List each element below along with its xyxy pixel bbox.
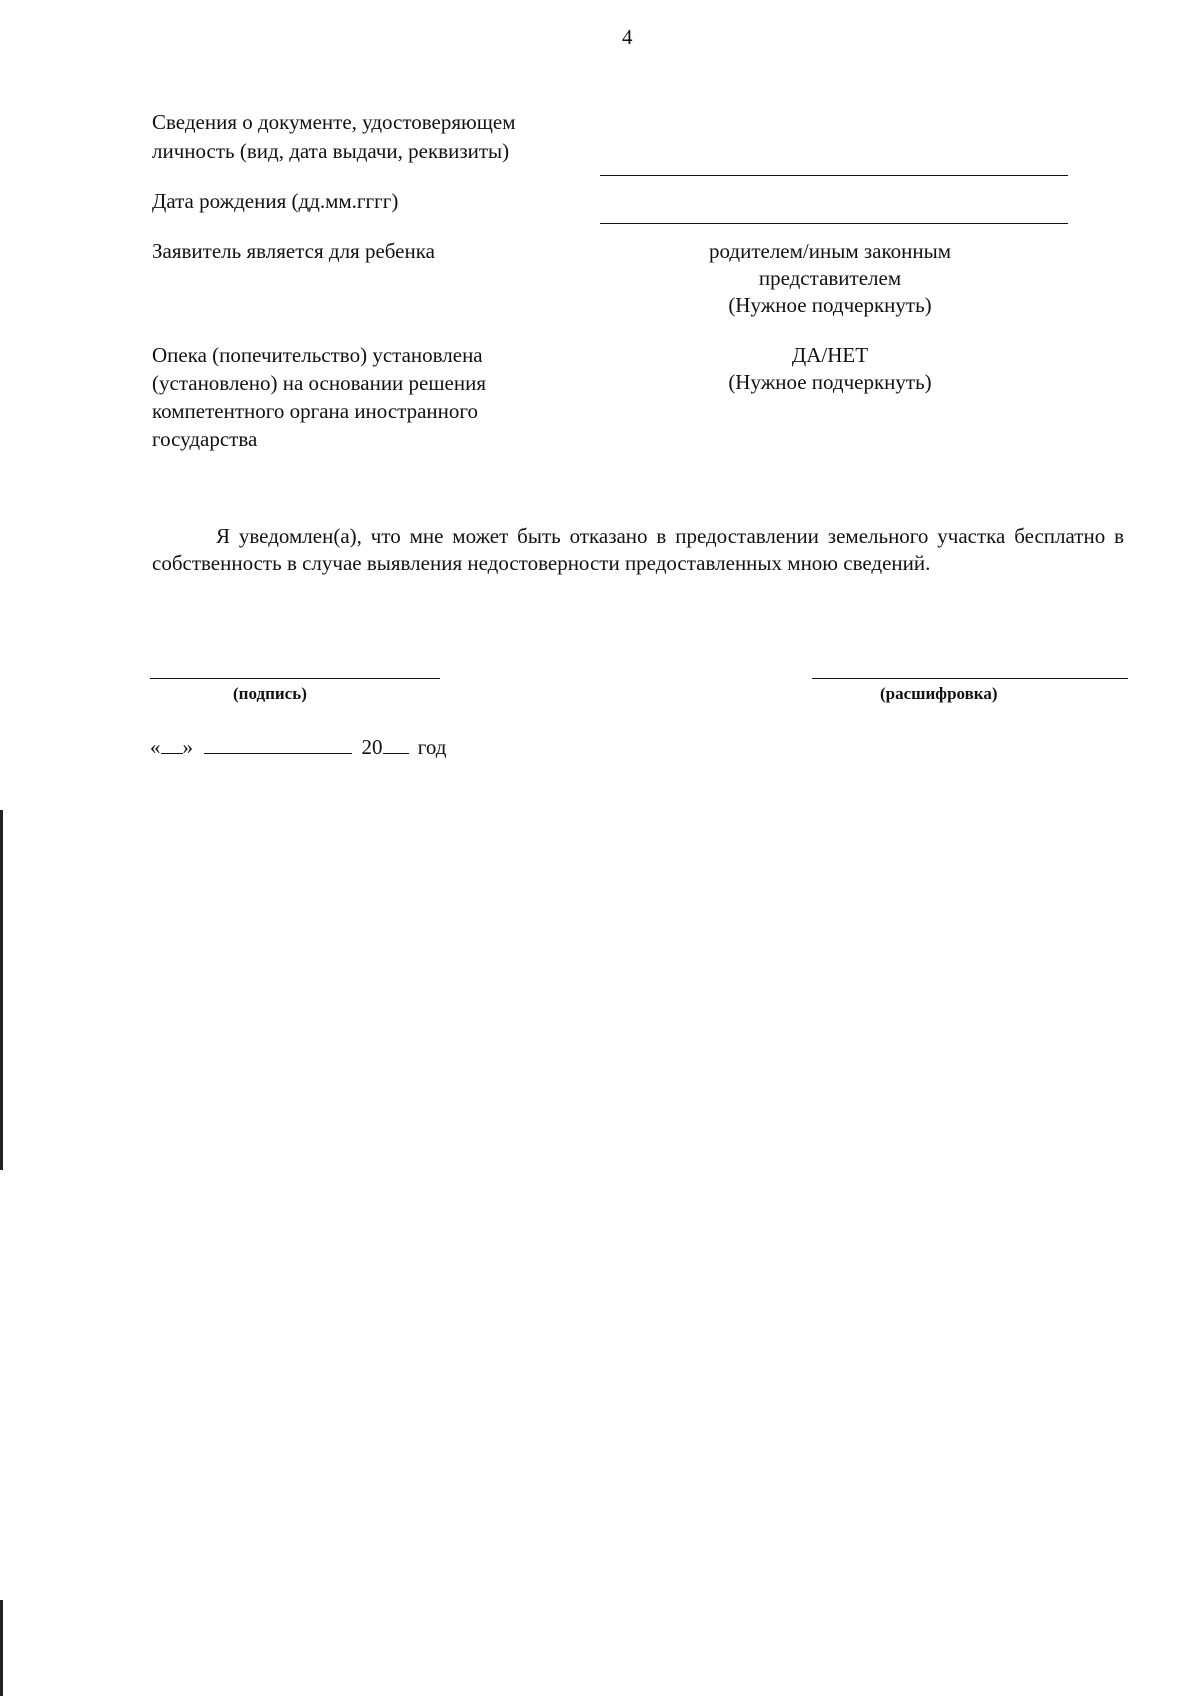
birth-date-field[interactable]: [600, 223, 1068, 224]
date-day-field[interactable]: [161, 735, 183, 754]
signature-field[interactable]: [150, 678, 440, 679]
notice-paragraph: Я уведомлен(а), что мне может быть отказано в предоставлении земельного участка бесплатно в собственность в случае выявления недостоверности предоставленных мною сведений.: [152, 524, 1124, 575]
date-month-field[interactable]: [204, 735, 352, 754]
guardianship-label-line3: компетентного органа иностранного: [152, 399, 478, 423]
identity-doc-label-line2: личность (вид, дата выдачи, реквизиты): [152, 139, 510, 163]
guardianship-options-value[interactable]: ДА/НЕТ: [791, 343, 869, 367]
applicant-role-options-line2[interactable]: представителем: [758, 266, 902, 290]
date-open-quote: «: [150, 735, 161, 759]
guardianship-label-line4: государства: [152, 427, 258, 451]
decoding-field[interactable]: [812, 678, 1128, 679]
guardianship-options: [670, 342, 990, 396]
applicant-role-label: Заявитель является для ребенка: [152, 239, 435, 263]
birth-date-label: Дата рождения (дд.мм.гггг): [152, 189, 399, 213]
applicant-role-options: [670, 238, 990, 319]
applicant-role-hint: (Нужное подчеркнуть): [728, 293, 932, 317]
signature-caption: (подпись): [233, 684, 307, 703]
date-close-quote: »: [182, 735, 193, 759]
scan-edge-mark: [0, 1600, 3, 1696]
date-line: [150, 734, 446, 761]
date-year-field[interactable]: [383, 735, 409, 754]
identity-doc-field[interactable]: [600, 175, 1068, 176]
decoding-caption: (расшифровка): [880, 684, 998, 703]
scan-edge-mark: [0, 810, 3, 1170]
guardianship-label-line1: Опека (попечительство) установлена: [152, 343, 483, 367]
identity-doc-label-line1: Сведения о документе, удостоверяющем: [152, 110, 516, 134]
date-year-word: год: [417, 735, 447, 759]
guardianship-hint: (Нужное подчеркнуть): [728, 370, 932, 394]
applicant-role-options-line1[interactable]: родителем/иным законным: [709, 239, 951, 263]
date-century: 20: [361, 735, 383, 759]
page-number: 4: [622, 25, 633, 49]
guardianship-label-line2: (установлено) на основании решения: [152, 371, 486, 395]
